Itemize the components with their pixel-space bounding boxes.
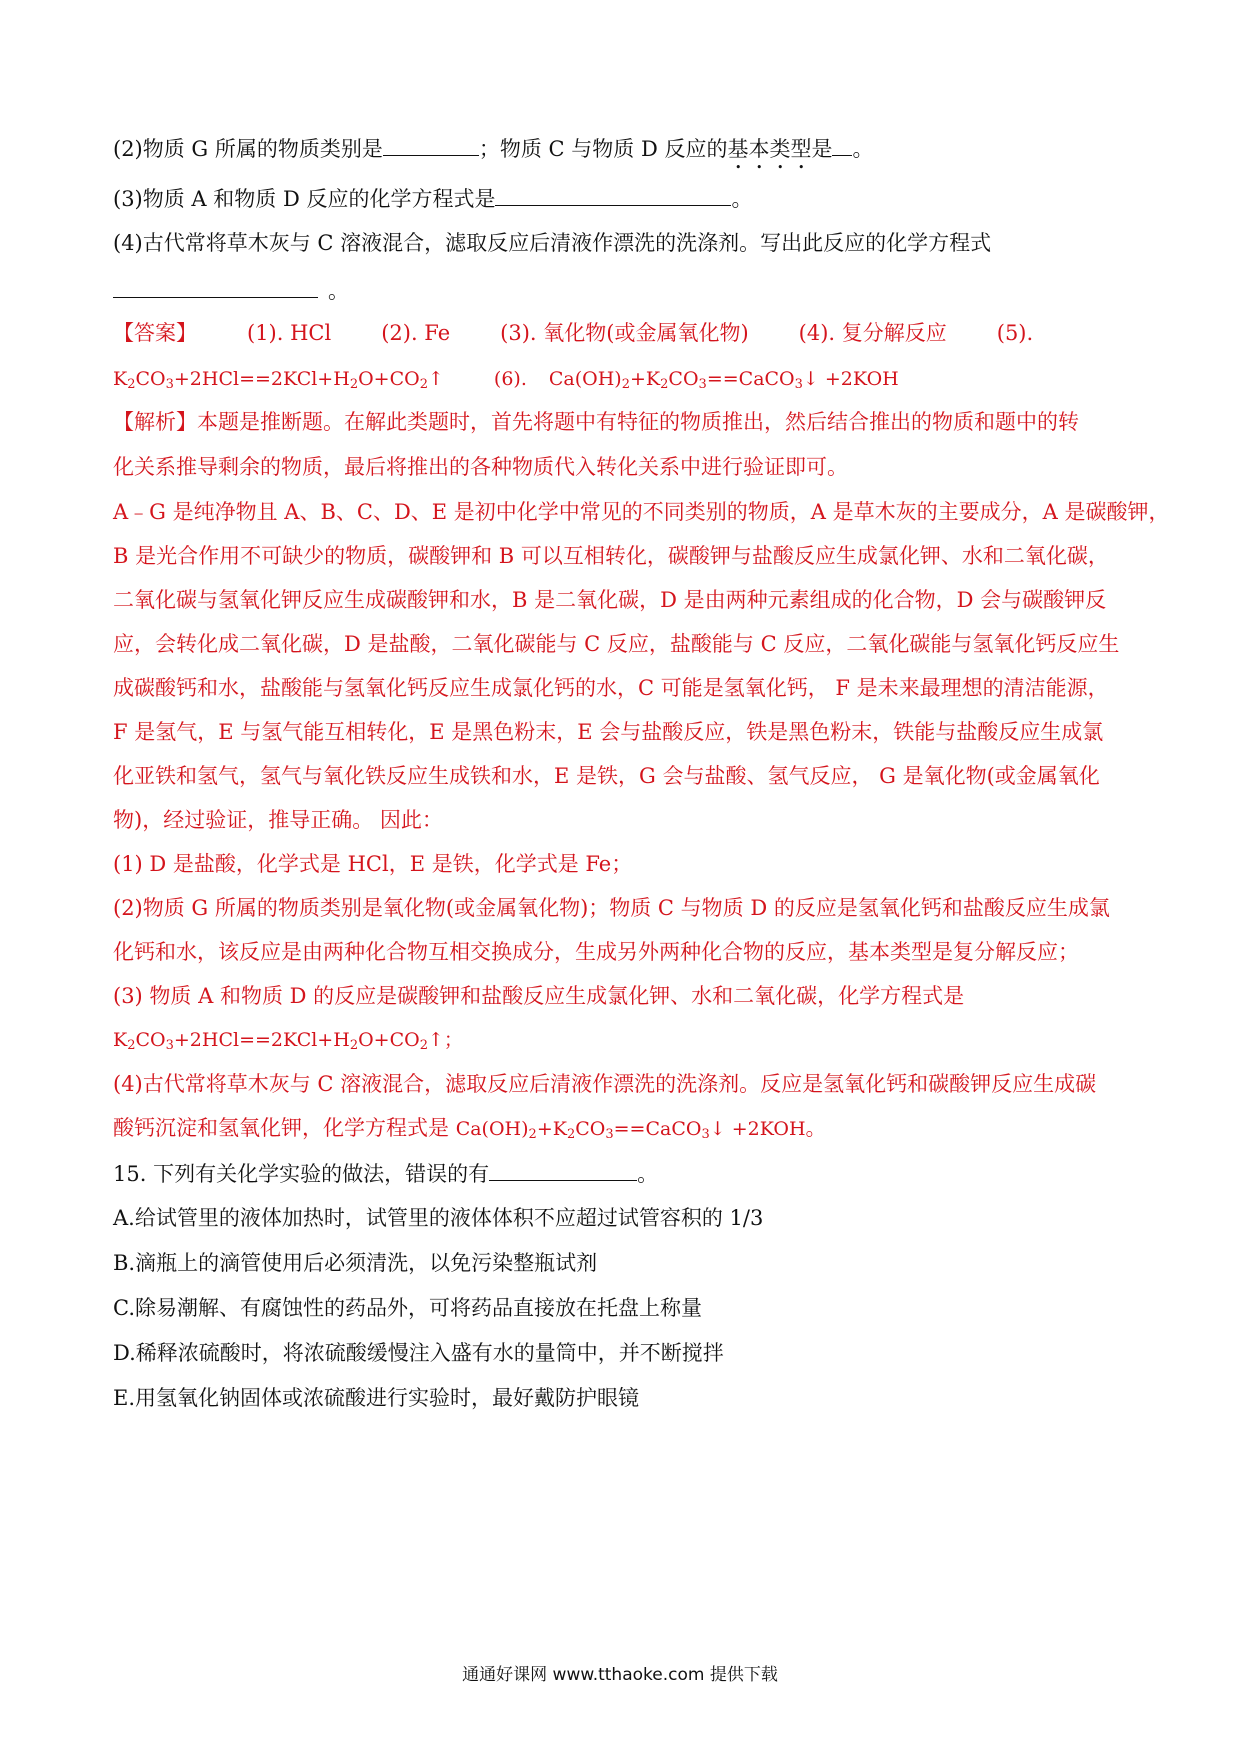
q14-part4 — [113, 228, 1143, 258]
q14-part3-text: (3)物质 A 和物质 D 反应的化学方程式是 — [113, 187, 496, 211]
analysis-text: (1) D 是盐酸，化学式是 HCl，E 是铁，化学式是 Fe； — [113, 852, 633, 876]
analysis-text: (3) 物质 A 和物质 D 的反应是碳酸钾和盐酸反应生成氯化钾、水和二氧化碳，化学方程式是 — [113, 984, 965, 1008]
q14-part2-text-c: 是 — [811, 137, 833, 161]
q15-option-a: A.给试管里的液体加热时，试管里的液体体积不应超过试管容积的 1/3 — [113, 1206, 764, 1230]
analysis-text: A﹣G 是纯净物且 A、B、C、D、E 是初中化学中常见的不同类别的物质，A 是草木灰的主要成分，A 是碳酸钾， — [113, 500, 1170, 524]
q15-stem — [113, 1158, 1143, 1189]
q14-part2 — [113, 133, 1143, 174]
analysis-text: 化关系推导剩余的物质，最后将推出的各种物质代入转化关系中进行验证即可。 — [113, 455, 848, 479]
analysis-text: 应，会转化成二氧化碳，D 是盐酸，二氧化碳能与 C 反应，盐酸能与 C 反应，二氧化碳能与氢氧化钙反应生 — [113, 632, 1120, 656]
q15-option-e: E.用氢氧化钠固体或浓硫酸进行实验时，最好戴防护眼镜 — [113, 1386, 640, 1410]
answer-6-label: (6). — [493, 368, 527, 390]
punctuation: ； — [443, 1029, 463, 1051]
q14-part2-text: (2)物质 G 所属的物质类别是 — [113, 137, 383, 161]
equation-6-repeat: $Ca(OH)_2+K_2CO_3==CaCO_3↓ +2KOH$ — [455, 1118, 806, 1142]
analysis-label: 【解析】 — [113, 410, 197, 434]
analysis-text: 化钙和水，该反应是由两种化合物互相交换成分，生成另外两种化合物的反应，基本类型是复分解反应； — [113, 940, 1079, 964]
q14-part2-text-b: ；物质 C 与物质 D 反应的 — [478, 137, 728, 161]
answer-2: (2). Fe — [381, 321, 451, 345]
punctuation: 。 — [328, 279, 349, 303]
q14-part4-text: (4)古代常将草木灰与 C 溶液混合，滤取反应后清液作漂洗的洗涤剂。写出此反应的化学方程式 — [113, 231, 992, 255]
answer-label: 【答案】 — [113, 321, 197, 345]
answer-1: (1). HCl — [247, 321, 332, 345]
equation-5: $K_2CO_3+2HCl==2KCl+H_2O+CO_2↑$ — [113, 368, 444, 392]
answer-4: (4). 复分解反应 — [798, 321, 947, 345]
answer-5-label: (5). — [996, 321, 1034, 345]
analysis-equation-line — [113, 1025, 1143, 1055]
equation-6: $Ca(OH)_2+K_2CO_3==CaCO_3↓ +2KOH$ — [548, 368, 899, 392]
analysis-text: B 是光合作用不可缺少的物质，碳酸钾和 B 可以互相转化，碳酸钾与盐酸反应生成氯化钾、水和二氧化碳， — [113, 544, 1109, 568]
analysis-line — [113, 407, 1143, 437]
analysis-text: 化亚铁和氢气，氢气与氧化铁反应生成铁和水，E 是铁，G 会与盐酸、氢气反应， G 是氧化物(或金属氧化 — [113, 764, 1100, 788]
punctuation: 。 — [852, 137, 874, 161]
q15-option-c: C.除易潮解、有腐蚀性的药品外，可将药品直接放在托盘上称量 — [113, 1296, 702, 1320]
analysis-text: F 是氢气，E 与氢气能互相转化，E 是黑色粉末，E 会与盐酸反应，铁是黑色粉末，铁能与盐酸反应生成氯 — [113, 720, 1104, 744]
analysis-text: 物)，经过验证，推导正确。 因此： — [113, 808, 443, 832]
punctuation: 。 — [637, 1162, 659, 1186]
q15-option-b: B.滴瓶上的滴管使用后必须清洗，以免污染整瓶试剂 — [113, 1251, 598, 1275]
answer-3: (3). 氧化物(或金属氧化物) — [500, 321, 749, 345]
answer-blank — [489, 1158, 637, 1181]
analysis-text: 二氧化碳与氢氧化钾反应生成碳酸钾和水，B 是二氧化碳，D 是由两种元素组成的化合物，D 会与碳酸钾反 — [113, 588, 1107, 612]
analysis-text: (2)物质 G 所属的物质类别是氧化物(或金属氧化物)；物质 C 与物质 D 的反应是氢氧化钙和盐酸反应生成氯 — [113, 896, 1110, 920]
q14-part3 — [113, 183, 1143, 214]
analysis-text: 酸钙沉淀和氢氧化钾，化学方程式是 $Ca(OH)_2+K_2CO_3==CaCO_3↓ +2KOH$。 — [113, 1116, 827, 1142]
analysis-text: 成碳酸钙和水，盐酸能与氢氧化钙反应生成氯化钙的水，C 可能是氢氧化钙， F 是未来最理想的清洁能源， — [113, 676, 1109, 700]
answer-blank — [383, 133, 479, 156]
answer-equations — [113, 364, 1143, 394]
q14-part4-answer-line — [113, 275, 1143, 306]
q15-option-d: D.稀释浓硫酸时，将浓硫酸缓慢注入盛有水的量筒中，并不断搅拌 — [113, 1341, 724, 1365]
answer-blank — [495, 183, 731, 206]
analysis-text: (4)古代常将草木灰与 C 溶液混合，滤取反应后清液作漂洗的洗涤剂。反应是氢氧化钙和碳酸钾反应生成碳 — [113, 1072, 1097, 1096]
q15-stem-text: 15. 下列有关化学实验的做法，错误的有 — [113, 1162, 490, 1186]
emphasis-text: 基本类型 — [727, 137, 812, 161]
page-footer: 通通好课网 www.tthaoke.com 提供下载 — [462, 1665, 778, 1685]
equation-5-repeat: $K_2CO_3+2HCl==2KCl+H_2O+CO_2↑$ — [113, 1029, 444, 1053]
answer-blank — [832, 133, 852, 156]
analysis-text: 本题是推断题。在解此类题时，首先将题中有特征的物质推出，然后结合推出的物质和题中的转 — [197, 410, 1079, 434]
punctuation: 。 — [731, 187, 753, 211]
answer-blank — [113, 275, 318, 298]
answer-line — [113, 318, 1143, 348]
